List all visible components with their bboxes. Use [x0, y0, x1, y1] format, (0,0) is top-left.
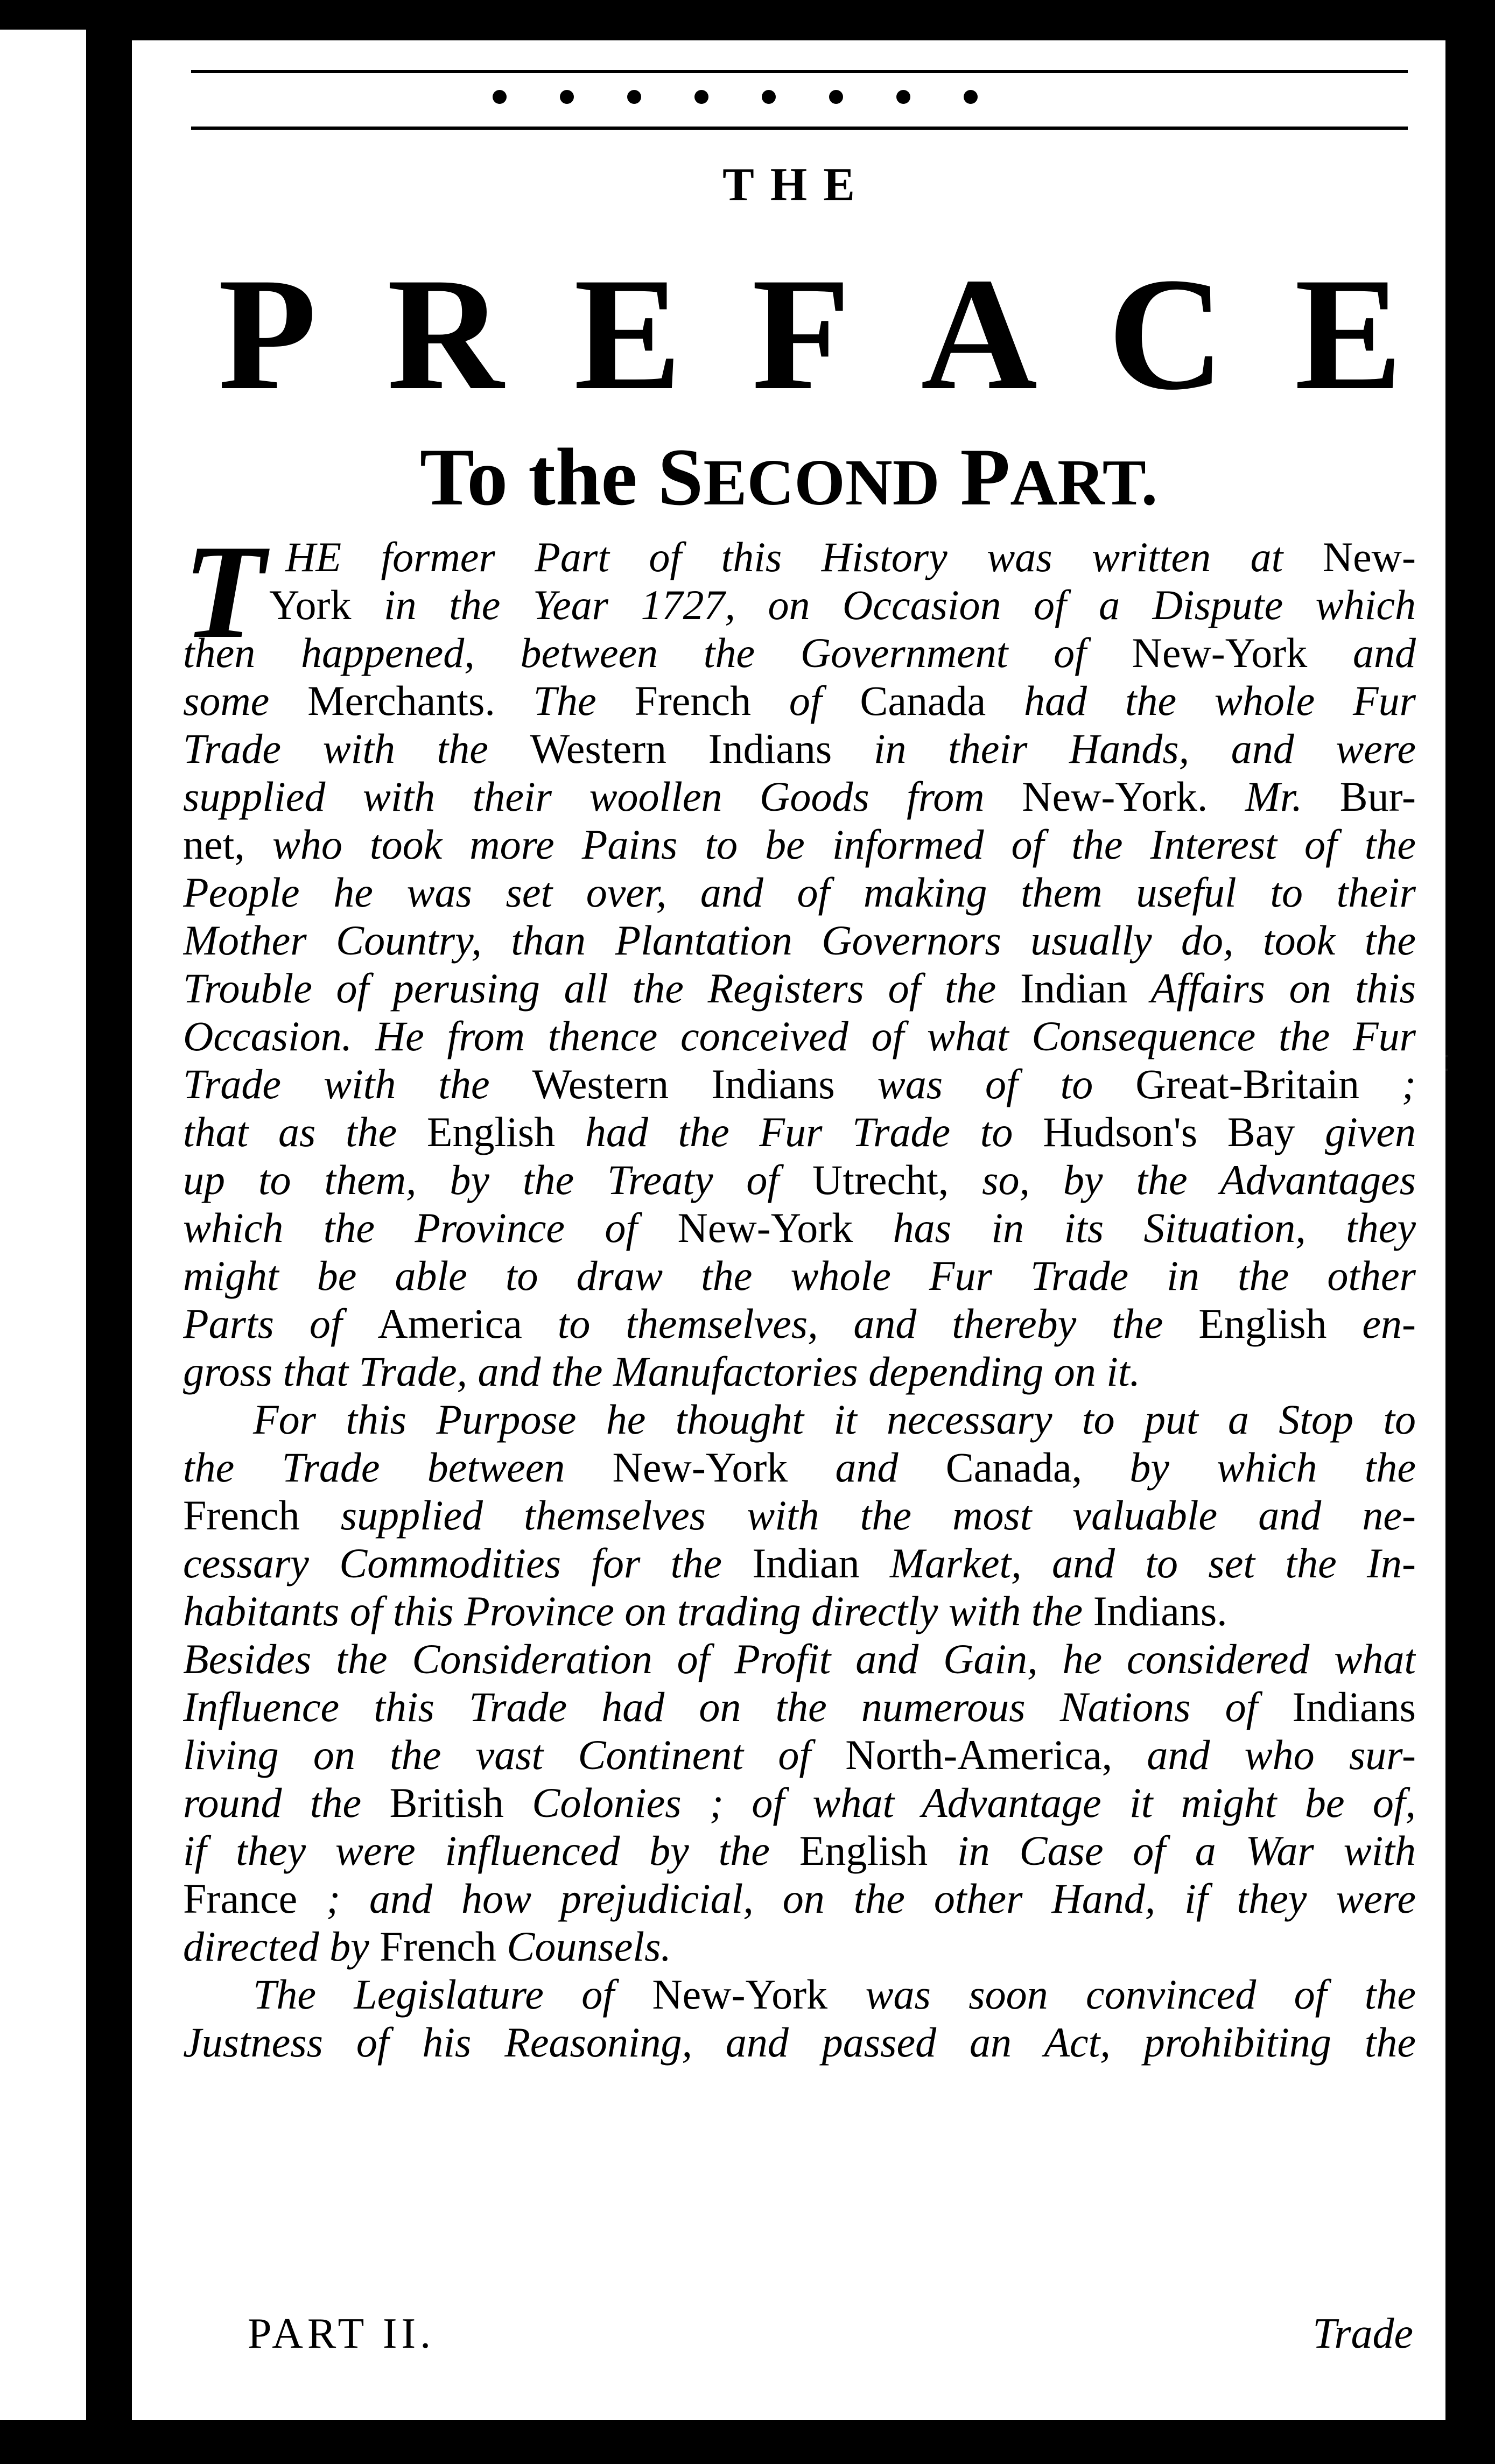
title-preface-letter: E — [1294, 244, 1402, 423]
text-line — [183, 1875, 1416, 1922]
italic-text-run: has in its Situation, they — [853, 1204, 1416, 1251]
text-line — [183, 1779, 1416, 1827]
title-preface — [218, 244, 1402, 423]
italic-text-run: by which the — [1082, 1444, 1416, 1491]
text-line — [183, 1922, 1416, 1970]
italic-text-run: Counsels. — [496, 1923, 671, 1970]
italic-text-run: and — [788, 1444, 946, 1491]
italic-text-run: People he was set over, and of making them useful to their — [183, 869, 1416, 916]
text-line — [183, 2018, 1416, 2066]
text-line — [183, 581, 1416, 629]
subtitle — [132, 432, 1445, 522]
italic-text-run: round the — [183, 1779, 390, 1826]
title-preface-letter: R — [387, 244, 504, 423]
text-line — [183, 1539, 1416, 1587]
text-line — [183, 773, 1416, 820]
roman-text-run: France — [183, 1875, 298, 1922]
text-line — [183, 1491, 1416, 1539]
italic-text-run: was soon convinced of the — [827, 1971, 1416, 2018]
facing-page-edge — [0, 30, 86, 2420]
italic-text-run: in their Hands, and were — [832, 725, 1416, 772]
title-preface-letter: E — [574, 244, 682, 423]
title-preface-letter: C — [1107, 244, 1225, 423]
text-line — [183, 533, 1416, 581]
italic-text-run: The — [495, 677, 635, 724]
roman-text-run: North-America, — [845, 1731, 1113, 1778]
italic-text-run: so, by the Advantages — [949, 1156, 1416, 1203]
text-line — [183, 1108, 1416, 1156]
roman-text-run: Indian — [752, 1540, 860, 1586]
title-the: THE — [722, 159, 871, 211]
roman-text-run: America — [377, 1300, 522, 1347]
text-line — [183, 629, 1416, 677]
text-line — [183, 1204, 1416, 1252]
italic-text-run: was of to — [834, 1061, 1136, 1107]
italic-text-run: if they were influenced by the — [183, 1827, 799, 1874]
preface-body — [183, 517, 1416, 2066]
text-line — [183, 1252, 1416, 1300]
title-preface-letter: F — [752, 244, 851, 423]
italic-text-run: to themselves, and thereby the — [522, 1300, 1199, 1347]
text-line — [183, 820, 1416, 868]
text-line — [183, 1587, 1416, 1635]
italic-text-run: in the Year 1727, on Occasion of a Dispute which — [351, 581, 1416, 628]
italic-text-run: up to them, by the Treaty of — [183, 1156, 812, 1203]
italic-text-run: of — [751, 677, 860, 724]
text-line — [183, 1731, 1416, 1779]
text-line — [183, 964, 1416, 1012]
subtitle-second-initial: S — [657, 432, 704, 522]
italic-text-run: might be able to draw the whole Fur Trade in the other — [183, 1252, 1416, 1299]
italic-text-run: had the Fur Trade to — [555, 1108, 1043, 1155]
roman-text-run: New-York. — [1022, 773, 1208, 820]
roman-text-run: Merchants. — [307, 677, 495, 724]
italic-text-run: living on the vast Continent of — [183, 1731, 846, 1778]
italic-text-run: en- — [1326, 1300, 1416, 1347]
italic-text-run: Trade with the — [183, 725, 530, 772]
italic-text-run: then happened, between the Government of — [183, 629, 1132, 676]
drop-cap: T — [183, 517, 265, 666]
roman-text-run: Western Indians — [530, 725, 832, 772]
italic-text-run: supplied themselves with the most valuable and ne- — [299, 1492, 1416, 1539]
italic-text-run: given — [1295, 1108, 1416, 1155]
subtitle-part-initial: P — [960, 432, 1010, 522]
text-line — [183, 1443, 1416, 1491]
italic-text-run: the Trade between — [183, 1444, 613, 1491]
roman-text-run: Western Indians — [532, 1061, 835, 1107]
italic-text-run: that as the — [183, 1108, 427, 1155]
roman-text-run: New-York — [612, 1444, 788, 1491]
roman-text-run: New-York — [1132, 629, 1308, 676]
subtitle-second-rest: ECOND — [703, 447, 940, 519]
roman-text-run: Indians — [1292, 1683, 1416, 1730]
italic-text-run: ; and how prejudicial, on the other Hand, if they were — [297, 1875, 1416, 1922]
signature-mark: PART II. — [248, 2310, 436, 2357]
subtitle-part-rest: ART. — [1010, 447, 1158, 519]
italic-text-run: Trade with the — [183, 1061, 532, 1107]
italic-text-run: HE former Part of this History was written at — [285, 533, 1323, 580]
roman-text-run: Hudson's Bay — [1043, 1108, 1295, 1155]
italic-text-run: Affairs on this — [1127, 965, 1416, 1012]
header-rule-bottom — [191, 127, 1408, 130]
italic-text-run: some — [183, 677, 308, 724]
italic-text-run: gross that Trade, and the Manufactories depending on it. — [183, 1348, 1141, 1395]
italic-text-run: directed by — [183, 1923, 380, 1970]
italic-text-run: The Legislature of — [253, 1971, 652, 2018]
italic-text-run: ; — [1359, 1061, 1416, 1107]
text-line — [183, 725, 1416, 773]
italic-text-run: Parts of — [183, 1300, 378, 1347]
italic-text-run: supplied with their woollen Goods from — [183, 773, 1022, 820]
text-line — [183, 1347, 1416, 1395]
roman-text-run: Bur- — [1339, 773, 1416, 820]
roman-text-run: French — [183, 1492, 300, 1539]
roman-text-run: Indians. — [1093, 1588, 1227, 1634]
italic-text-run: Mr. — [1208, 773, 1340, 820]
roman-text-run: English — [1198, 1300, 1327, 1347]
title-preface-letter: A — [921, 244, 1038, 423]
italic-text-run: For this Purpose he thought it necessary to put a Stop to — [253, 1396, 1416, 1443]
italic-text-run: Colonies ; of what Advantage it might be of, — [503, 1779, 1416, 1826]
roman-text-run: net, — [183, 821, 245, 868]
italic-text-run: Besides the Consideration of Profit and Gain, he considered what — [183, 1635, 1416, 1682]
italic-text-run: cessary Commodities for the — [183, 1540, 753, 1586]
title-preface-letter: P — [218, 244, 317, 423]
roman-text-run: New-York — [652, 1971, 828, 2018]
roman-text-run: Indian — [1020, 965, 1128, 1012]
italic-text-run: and who sur- — [1112, 1731, 1416, 1778]
roman-text-run: British — [389, 1779, 504, 1826]
roman-text-run: English — [426, 1108, 556, 1155]
roman-text-run: Great-Britain — [1135, 1061, 1360, 1107]
text-line — [183, 1683, 1416, 1731]
roman-text-run: New-York — [677, 1204, 853, 1251]
roman-text-run: York — [269, 581, 352, 628]
roman-text-run: Utrecht, — [812, 1156, 949, 1203]
text-line — [183, 1970, 1416, 2018]
text-line — [183, 1827, 1416, 1875]
italic-text-run: Justness of his Reasoning, and passed an Act, prohibiting the — [183, 2019, 1416, 2066]
text-line — [183, 1060, 1416, 1108]
text-line — [183, 868, 1416, 916]
text-line — [183, 1395, 1416, 1443]
text-line — [183, 1635, 1416, 1683]
italic-text-run: Occasion. He from thence conceived of what Consequence the Fur — [183, 1013, 1416, 1059]
italic-text-run: Market, and to set the In- — [859, 1540, 1416, 1586]
roman-text-run: French — [634, 677, 752, 724]
catchword: Trade — [1312, 2310, 1413, 2357]
text-line — [183, 1012, 1416, 1060]
italic-text-run: in Case of a War with — [928, 1827, 1416, 1874]
text-line — [183, 1156, 1416, 1204]
italic-text-run: Influence this Trade had on the numerous Nations of — [183, 1683, 1293, 1730]
italic-text-run: and — [1307, 629, 1416, 676]
italic-text-run: Mother Country, than Plantation Governors usually do, took the — [183, 917, 1416, 964]
italic-text-run: had the whole Fur — [986, 677, 1416, 724]
text-line — [183, 1300, 1416, 1347]
roman-text-run: French — [380, 1923, 496, 1970]
roman-text-run: New- — [1322, 533, 1416, 580]
book-page — [132, 40, 1445, 2420]
italic-text-run: Trouble of perusing all the Registers of the — [183, 965, 1020, 1012]
text-line — [183, 916, 1416, 964]
roman-text-run: Canada — [860, 677, 986, 724]
roman-text-run: Canada, — [945, 1444, 1083, 1491]
subtitle-lead: To the — [419, 432, 637, 522]
italic-text-run: which the Province of — [183, 1204, 678, 1251]
roman-text-run: English — [799, 1827, 928, 1874]
text-line — [183, 677, 1416, 725]
italic-text-run: habitants of this Province on trading directly with the — [183, 1588, 1093, 1634]
header-ornament — [466, 73, 1004, 121]
italic-text-run: who took more Pains to be informed of the Interest of the — [244, 821, 1416, 868]
